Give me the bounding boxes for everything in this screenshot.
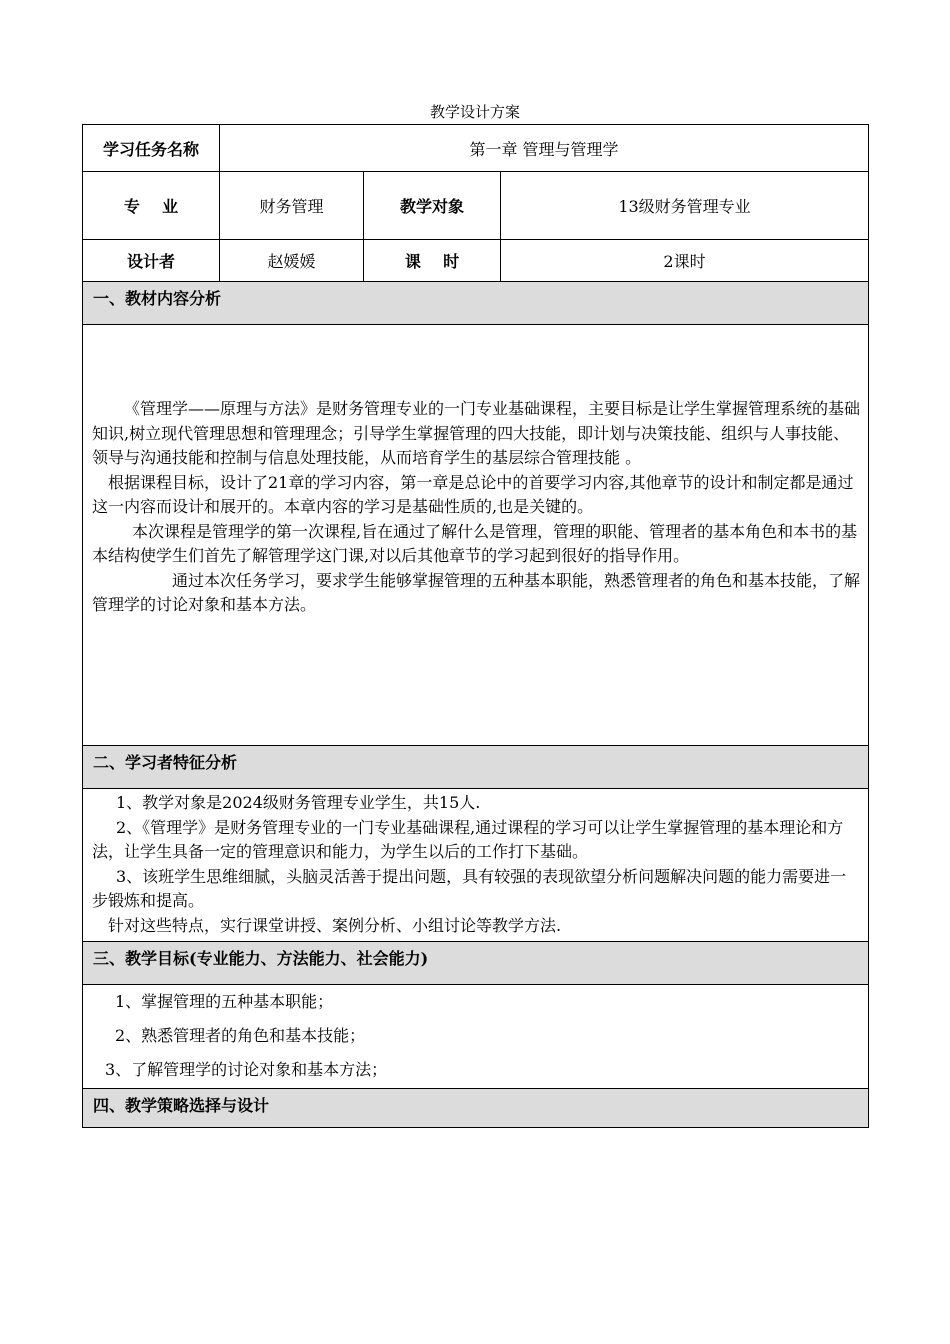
major-row [83,172,869,240]
section-1-paragraph: 《管理学——原理与方法》是财务管理专业的一门专业基础课程，主要目标是让学生掌握管理系统的基础知识,树立现代管理思想和管理理念；引导学生掌握管理的四大技能，即计划与决策技能、组织与人事技能、领导与沟通技能和控制与信息处理技能，从而培育学生的基层综合管理技能 。 [92,399,861,467]
hours-label: 课 时 [364,240,501,282]
lesson-plan-table [82,124,869,1128]
target-value: 13级财务管理专业 [501,172,869,240]
target-label: 教学对象 [364,172,501,240]
designer-value: 赵媛媛 [220,240,364,282]
task-value: 第一章 管理与管理学 [220,125,869,172]
task-label: 学习任务名称 [83,125,220,172]
section-2-paragraph: 3、该班学生思维细腻，头脑灵活善于提出问题，具有较强的表现欲望分析问题解决问题的能力需要进一步锻炼和提高。 [92,866,847,910]
major-value: 财务管理 [220,172,364,240]
hours-value: 2课时 [501,240,869,282]
objective-item: 3、了解管理学的讨论对象和基本方法； [105,1060,388,1079]
section-2-paragraph: 针对这些特点，实行课堂讲授、案例分析、小组讨论等教学方法. [108,915,562,935]
section-1-title: 一、教材内容分析 [83,282,869,325]
designer-label: 设计者 [83,240,220,282]
section-2-title: 二、学习者特征分析 [83,746,869,789]
objective-item: 1、掌握管理的五种基本职能； [115,992,334,1011]
objective-item: 2、熟悉管理者的角色和基本技能； [115,1026,366,1045]
section-3-title: 三、教学目标(专业能力、方法能力、社会能力) [83,942,869,985]
section-2-paragraph: 2、《管理学》是财务管理专业的一门专业基础课程,通过课程的学习可以让学生掌握管理的基本理论和方法，让学生具备一定的管理意识和能力，为学生以后的工作打下基础。 [92,817,844,861]
section-4-title: 四、教学策略选择与设计 [83,1089,869,1128]
section-2-body [83,789,869,942]
major-label: 专 业 [83,172,220,240]
section-1-body [83,325,869,746]
task-row [83,125,869,172]
section-1-paragraph: 根据课程目标，设计了21章的学习内容，第一章是总论中的首要学习内容,其他章节的设计和制定都是通过这一内容而设计和展开的。本章内容的学习是基础性质的,也是关键的。 [92,472,854,516]
document-title: 教学设计方案 [429,103,520,121]
designer-row [83,240,869,282]
section-1-paragraph: 本次课程是管理学的第一次课程,旨在通过了解什么是管理，管理的职能、管理者的基本角色和本书的基本结构使学生们首先了解管理学这门课,对以后其他章节的学习起到很好的指导作用。 [92,521,858,565]
section-3-body [83,985,869,1089]
section-2-paragraph: 1、教学对象是2024级财务管理专业学生，共15人. [116,793,481,812]
section-1-paragraph: 通过本次任务学习，要求学生能够掌握管理的五种基本职能，熟悉管理者的角色和基本技能，了解管理学的讨论对象和基本方法。 [92,570,861,614]
